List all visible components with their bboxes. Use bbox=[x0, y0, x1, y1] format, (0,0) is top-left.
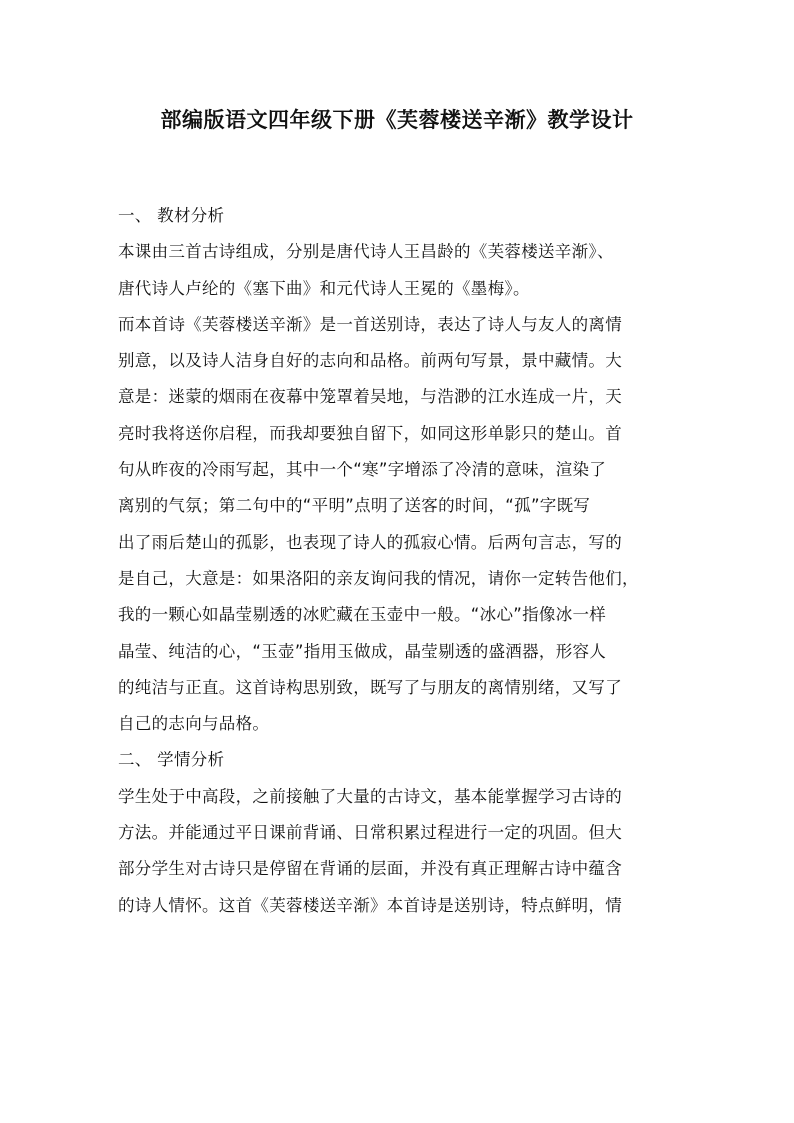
paragraph-line: 离别的气氛；第二句中的“平明”点明了送客的时间，“孤”字既写 bbox=[118, 496, 591, 516]
paragraph-line: 句从昨夜的冷雨写起，其中一个“寒”字增添了冷清的意味，渲染了 bbox=[118, 460, 607, 480]
paragraph-line: 唐代诗人卢纶的《塞下曲》和元代诗人王冕的《墨梅》。 bbox=[118, 278, 530, 298]
paragraph-line: 自己的志向与品格。 bbox=[118, 714, 270, 734]
paragraph-line: 亮时我将送你启程，而我却要独自留下，如同这形单影只的楚山。首 bbox=[118, 423, 622, 443]
paragraph-line: 的纯洁与正直。这首诗构思别致，既写了与朋友的离情别绪，又写了 bbox=[118, 677, 622, 697]
paragraph-line: 别意，以及诗人洁身自好的志向和品格。前两句写景，景中藏情。大 bbox=[118, 351, 622, 371]
section-heading-student-analysis: 二、 学情分析 bbox=[118, 750, 225, 770]
paragraph-line: 出了雨后楚山的孤影，也表现了诗人的孤寂心情。后两句言志，写的 bbox=[118, 532, 622, 552]
section-heading-textbook-analysis: 一、 教材分析 bbox=[118, 206, 225, 225]
paragraph-line: 晶莹、纯洁的心，“玉壶”指用玉做成，晶莹剔透的盛酒器，形容人 bbox=[118, 641, 607, 661]
paragraph-line: 而本首诗《芙蓉楼送辛渐》是一首送别诗，表达了诗人与友人的离情 bbox=[118, 314, 622, 334]
paragraph-line: 是自己，大意是：如果洛阳的亲友询问我的情况，请你一定转告他们， bbox=[118, 568, 639, 588]
document-body bbox=[118, 198, 678, 924]
paragraph-line: 我的一颗心如晶莹剔透的冰贮藏在玉壶中一般。“冰心”指像冰一样 bbox=[118, 605, 607, 625]
document-title: 部编版语文四年级下册《芙蓉楼送辛渐》教学设计 bbox=[160, 108, 634, 132]
paragraph-line: 部分学生对古诗只是停留在背诵的层面，并没有真正理解古诗中蕴含 bbox=[118, 859, 622, 879]
paragraph-line: 学生处于中高段，之前接触了大量的古诗文，基本能掌握学习古诗的 bbox=[118, 786, 622, 806]
paragraph-line: 的诗人情怀。这首《芙蓉楼送辛渐》本首诗是送别诗，特点鲜明，情 bbox=[118, 895, 622, 915]
paragraph-line: 本课由三首古诗组成，分别是唐代诗人王昌龄的《芙蓉楼送辛渐》、 bbox=[118, 242, 614, 262]
paragraph-line: 意是：迷蒙的烟雨在夜幕中笼罩着吴地，与浩渺的江水连成一片，天 bbox=[118, 387, 622, 407]
paragraph-line: 方法。并能通过平日课前背诵、日常积累过程进行一定的巩固。但大 bbox=[118, 823, 622, 843]
